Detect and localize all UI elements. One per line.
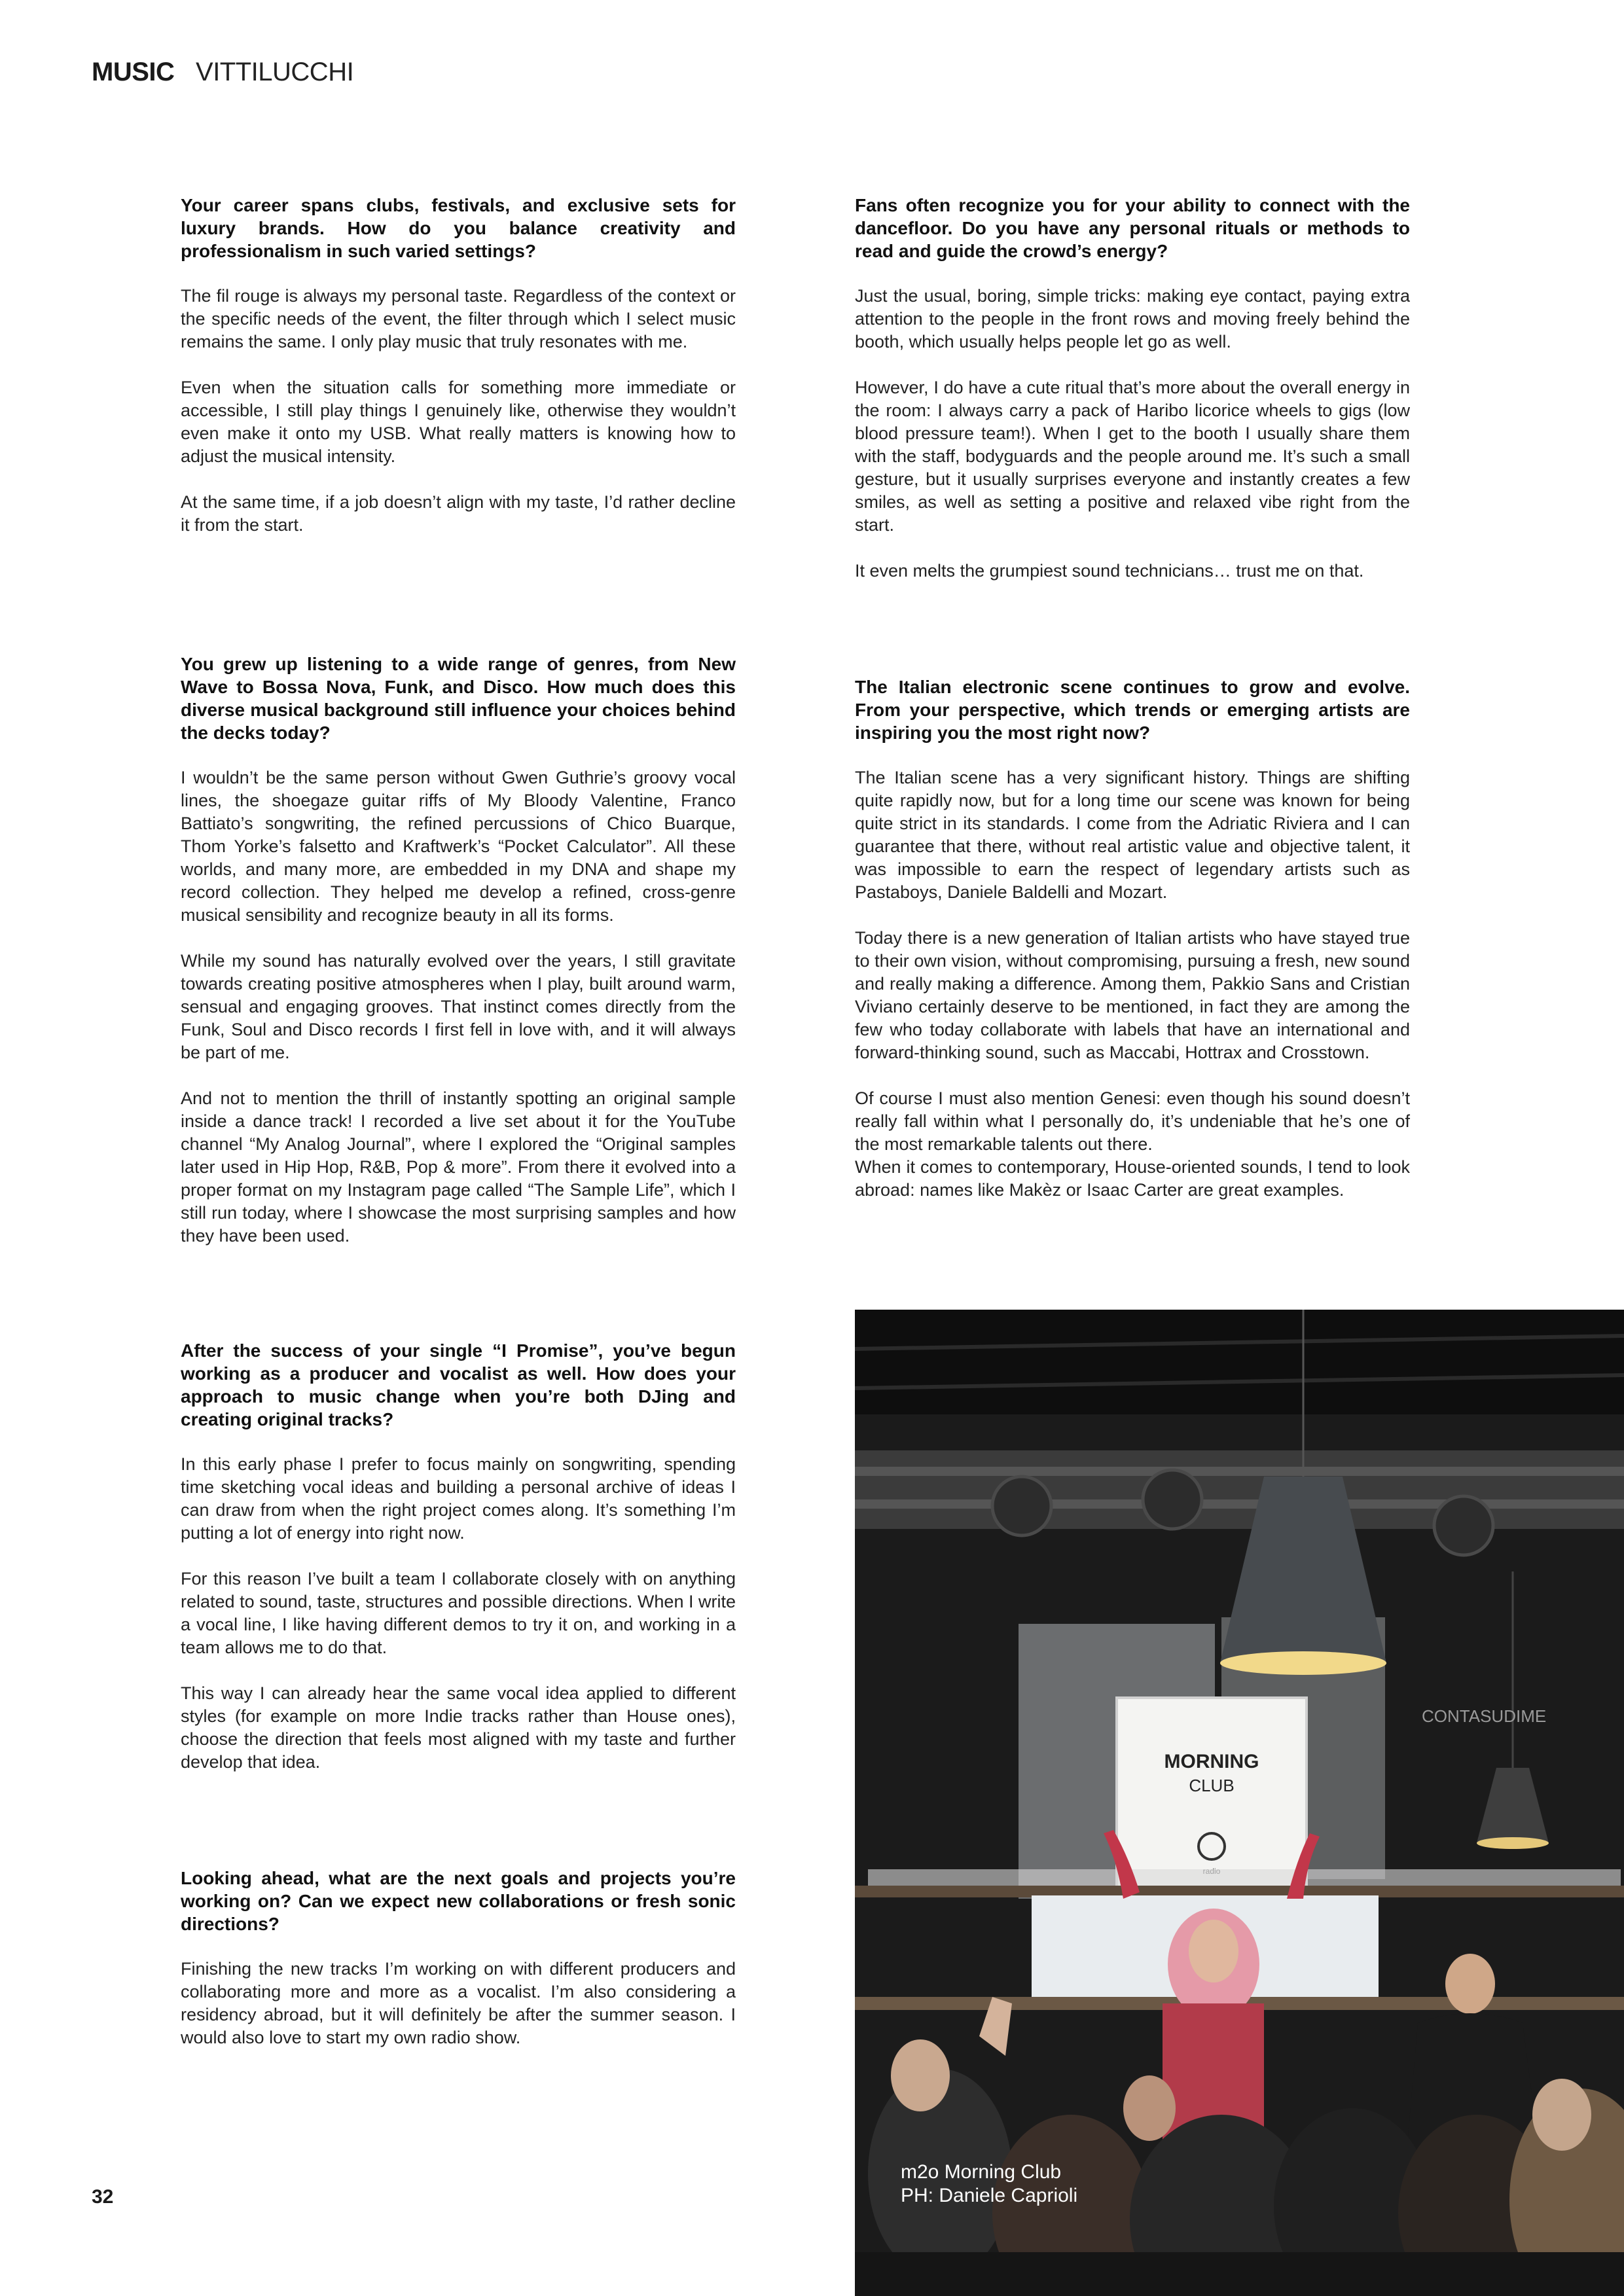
answer-paragraph: Just the usual, boring, simple tricks: making eye contact, paying extra attention to the people in the front rows and moving freely behind the booth, which usually helps people let go as well.	[855, 286, 1410, 351]
answer-paragraph: It even melts the grumpiest sound technicians… trust me on that.	[855, 561, 1364, 581]
qa-block-5	[855, 194, 1410, 583]
question: After the success of your single “I Promise”, you’ve begun working as a producer and vocalist as well. How does your approach to music change when you’re both DJing and creating original tracks?	[181, 1340, 736, 1429]
qa-block-4	[181, 1867, 736, 2049]
answer-paragraph: And not to mention the thrill of instantly spotting an original sample inside a dance track! I recorded a live set about it for the YouTube channel “My Analog Journal”, where I explored the “Original samples later used in Hip Hop, R&B, Pop & more”. From there it evolved into a proper format on my Instagram page called “The Sample Life”, which I still run today, where I showcase the most surprising samples and how they have been used.	[181, 1088, 736, 1246]
answer-paragraph: At the same time, if a job doesn’t align with my taste, I’d rather decline it from the start.	[181, 492, 736, 535]
answer-paragraph: Even when the situation calls for something more immediate or accessible, I still play things I genuinely like, otherwise they wouldn’t even make it onto my USB. What really matters is knowing how to adjust the musical intensity.	[181, 378, 736, 466]
page-header	[92, 58, 353, 87]
question: Fans often recognize you for your ability to connect with the dancefloor. Do you have any personal rituals or methods to read and guide the crowd’s energy?	[855, 195, 1410, 261]
caption-line-event: m2o Morning Club	[901, 2161, 1062, 2183]
answer-paragraph: For this reason I’ve built a team I collaborate closely with on anything related to sound, taste, structures and possible directions. When I write a vocal line, I like having different demos to try it on, and working in a team allows me to do that.	[181, 1569, 736, 1657]
question: The Italian electronic scene continues to grow and evolve. From your perspective, which trends or emerging artists are inspiring you the most right now?	[855, 677, 1410, 743]
question: Looking ahead, what are the next goals and projects you’re working on? Can we expect new collaborations or fresh sonic directions?	[181, 1868, 736, 1934]
answer-paragraph: While my sound has naturally evolved over the years, I still gravitate towards creating positive atmospheres when I play, built around warm, sensual and engaging grooves. That instinct comes directly from the Funk, Soul and Disco records I first fell in love with, and it will always be part of me.	[181, 951, 736, 1062]
event-photo	[855, 1310, 1624, 2296]
question: Your career spans clubs, festivals, and exclusive sets for luxury brands. How do you balance creativity and professionalism in such varied settings?	[181, 195, 736, 261]
qa-block-2	[181, 653, 736, 1247]
question: You grew up listening to a wide range of genres, from New Wave to Bossa Nova, Funk, and Disco. How much does this diverse musical background still influence your choices behind the decks today?	[181, 654, 736, 743]
section-label: MUSIC	[92, 58, 175, 86]
photo-illustration	[855, 1310, 1624, 2296]
page-number: 32	[92, 2186, 114, 2208]
sign-line-1: MORNING	[1164, 1751, 1259, 1772]
answer-paragraph: When it comes to contemporary, House-oriented sounds, I tend to look abroad: names like Makèz or Isaac Carter are great examples.	[855, 1157, 1410, 1200]
artist-name: VITTILUCCHI	[196, 58, 354, 86]
answer-paragraph: This way I can already hear the same vocal idea applied to different styles (for example on more Indie tracks rather than House ones), choose the direction that feels most aligned with my taste and further develop that idea.	[181, 1683, 736, 1772]
answer-paragraph: Today there is a new generation of Italian artists who have stayed true to their own vision, without compromising, pursuing a fresh, new sound and really making a difference. Among them, Pakkio Sans and Cristian Viviano certainly deserve to be mentioned, in fact they are among the few who today collaborate with labels that have an international and forward-thinking sound, such as Maccabi, Hottrax and Crosstown.	[855, 928, 1410, 1062]
answer-paragraph: The fil rouge is always my personal taste. Regardless of the context or the specific needs of the event, the filter through which I select music remains the same. I only play music that truly resonates with me.	[181, 286, 736, 351]
wall-text: CONTASUDIME	[1422, 1706, 1547, 1726]
answer-paragraph: I wouldn’t be the same person without Gwen Guthrie’s groovy vocal lines, the shoegaze guitar riffs of My Bloody Valentine, Franco Battiato’s songwriting, the refined percussions of Chico Buarque, Thom Yorke’s falsetto and Kraftwerk’s “Pocket Calculator”. All these worlds, and many more, are embedded in my DNA and shape my record collection. They helped me develop a refined, cross-genre musical sensibility and recognize beauty in all its forms.	[181, 768, 736, 925]
answer-paragraph: Of course I must also mention Genesi: even though his sound doesn’t really fall within what I personally do, it’s undeniable that he’s one of the most remarkable talents out there.	[855, 1088, 1410, 1154]
qa-block-6	[855, 675, 1410, 1202]
sign-line-2: CLUB	[1189, 1776, 1235, 1795]
answer-paragraph: Finishing the new tracks I’m working on with different producers and collaborating more and more as a vocalist. I’m also considering a residency abroad, but it will definitely be after the summer season. I would also love to start my own radio show.	[181, 1959, 736, 2047]
answer-paragraph: The Italian scene has a very significant history. Things are shifting quite rapidly now, but for a long time our scene was known for being quite strict in its standards. I come from the Adriatic Riviera and I can guarantee that there, without real artistic value and objective talent, it was impossible to earn the respect of legendary artists such as Pastaboys, Daniele Baldelli and Mozart.	[855, 768, 1410, 902]
qa-block-1	[181, 194, 736, 537]
answer-paragraph: However, I do have a cute ritual that’s more about the overall energy in the room: I always carry a pack of Haribo licorice wheels to gigs (low blood pressure team!). When I get to the booth I usually share them with the staff, bodyguards and the people around me. It’s such a small gesture, but it usually surprises everyone and instantly creates a few smiles, as well as setting a positive and relaxed vibe right from the start.	[855, 378, 1410, 535]
answer-paragraph: In this early phase I prefer to focus mainly on songwriting, spending time sketching vocal ideas and building a personal archive of ideas I can draw from when the right project comes along. It’s something I’m putting a lot of energy into right now.	[181, 1454, 736, 1543]
caption-line-credit: PH: Daniele Caprioli	[901, 2185, 1078, 2206]
photo-caption	[901, 2161, 1077, 2208]
qa-block-3	[181, 1339, 736, 1774]
